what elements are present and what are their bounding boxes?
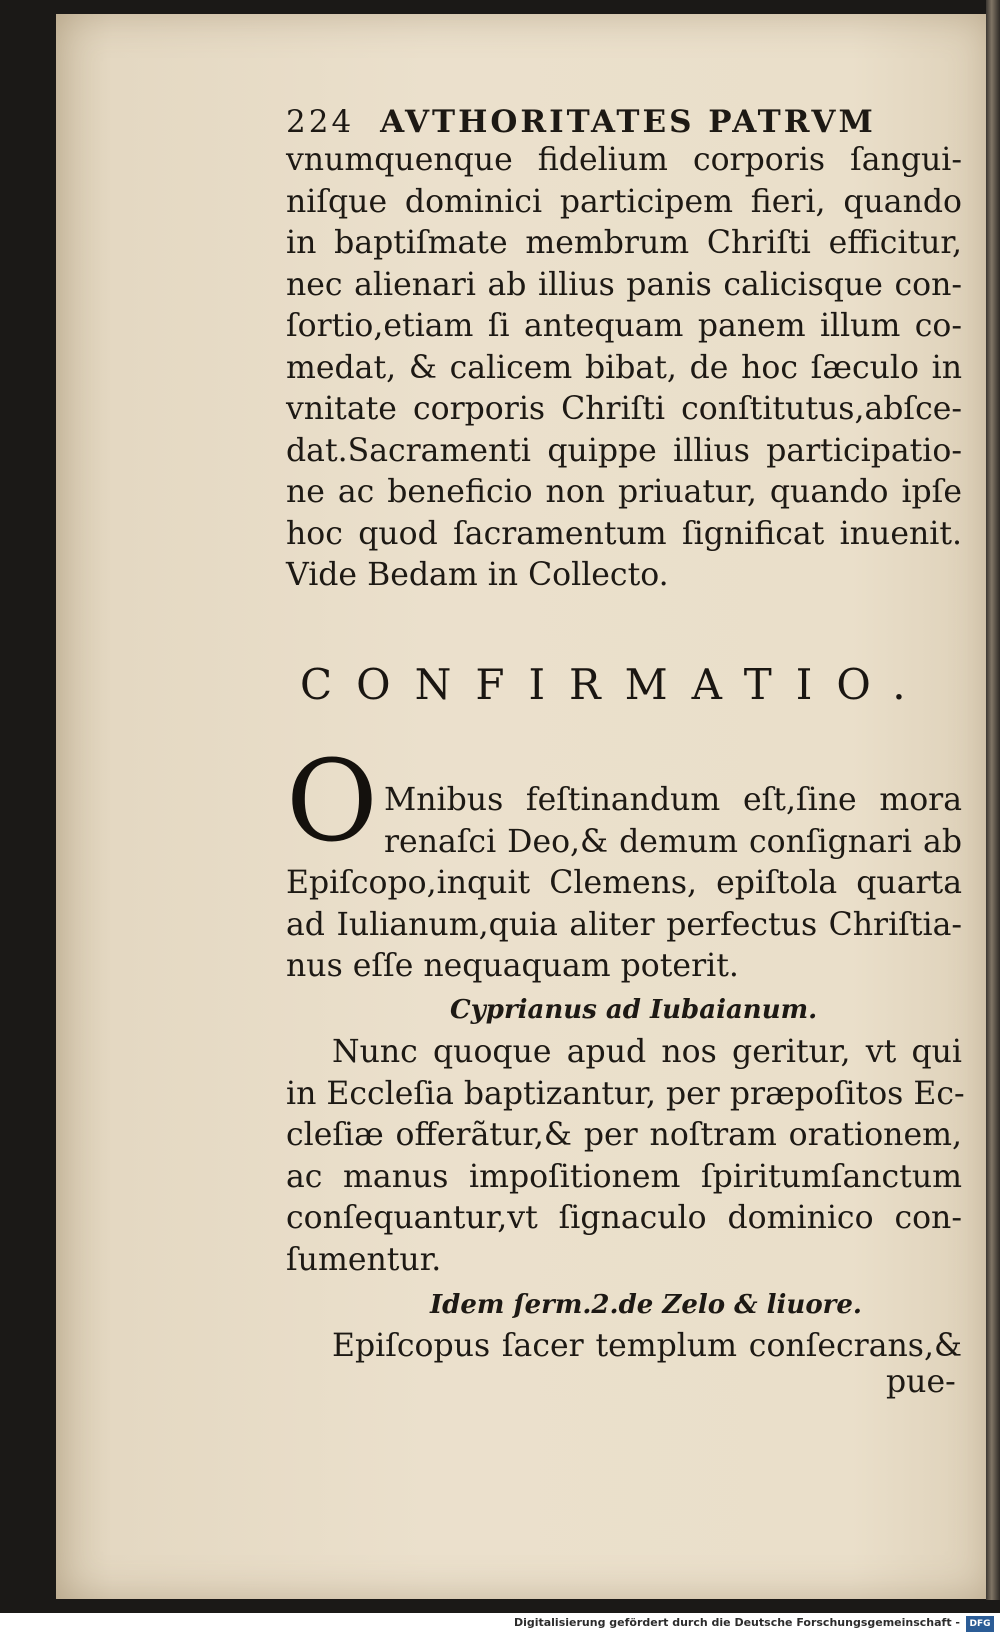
text-line: ſumentur. — [286, 1241, 442, 1278]
text-line: vnitate corporis Chriſti conſtitutus,abſce- — [286, 391, 962, 427]
catchword: pue- — [886, 1364, 956, 1400]
text-line: hoc quod ſacramentum ſignificat inuenit. — [286, 515, 962, 552]
subheading-idem: Idem ſerm.2.de Zelo & liuore. — [430, 1290, 862, 1320]
digitization-footer — [0, 1613, 1000, 1637]
book-edge — [986, 0, 1000, 1600]
text-line: Epiſcopo,inquit Clemens, epiſtola quarta — [286, 865, 962, 901]
running-header — [286, 104, 976, 140]
text-line: nec alienari ab illius panis calicisque con- — [286, 266, 962, 303]
text-line: Vide Bedam in Collecto. — [286, 557, 669, 593]
drop-cap: O — [286, 737, 378, 867]
text-line: medat, & calicem bibat, de hoc ſæculo in — [286, 349, 962, 386]
subheading-cyprianus: Cyprianus ad Iubaianum. — [450, 995, 818, 1025]
footer-credit: Digitalisierung gefördert durch die Deutsche Forschungsgemeinschaft - — [513, 1616, 960, 1629]
paragraph-2 — [286, 780, 962, 988]
page-number: 224 — [286, 104, 355, 140]
paragraph-1 — [286, 140, 962, 597]
text-line: niſque dominici participem fieri, quando — [286, 183, 962, 220]
paragraph-3 — [286, 1032, 965, 1281]
text-line: Mnibus feſtinandum eſt,ſine mora — [384, 782, 962, 818]
text-line: ſortio,etiam ſi antequam panem illum co- — [286, 308, 962, 344]
text-line: ad Iulianum,quia aliter perfectus Chriſtia- — [286, 906, 962, 943]
paragraph-4 — [286, 1326, 962, 1368]
text-line: conſequantur,vt ſignaculo dominico con- — [286, 1200, 962, 1236]
text-line: in Eccleſia baptizantur, per præpoſitos Ec- — [286, 1075, 965, 1112]
text-line: nus eſſe nequaquam poterit. — [286, 948, 739, 984]
text-line: ac manus impoſitionem ſpiritumſanctum — [286, 1158, 962, 1195]
running-title: AVTHORITATES PATRVM — [380, 104, 876, 140]
section-heading: CONFIRMATIO. — [300, 660, 930, 709]
text-line: dat.Sacramenti quippe illius participatio- — [286, 432, 962, 469]
text-line: cleſiæ offerãtur,& per noſtram orationem, — [286, 1117, 962, 1153]
text-line: vnumquenque fidelium corporis ſangui- — [286, 142, 962, 178]
text-line: renaſci Deo,& demum conſignari ab — [384, 823, 962, 860]
dfg-logo: DFG — [966, 1616, 994, 1632]
text-line: Epiſcopus ſacer templum conſecrans,& — [332, 1328, 962, 1364]
text-line: in baptiſmate membrum Chriſti efficitur, — [286, 225, 962, 261]
text-line: ne ac beneficio non priuatur, quando ipſe — [286, 474, 962, 510]
text-line: Nunc quoque apud nos geritur, vt qui — [332, 1034, 962, 1070]
